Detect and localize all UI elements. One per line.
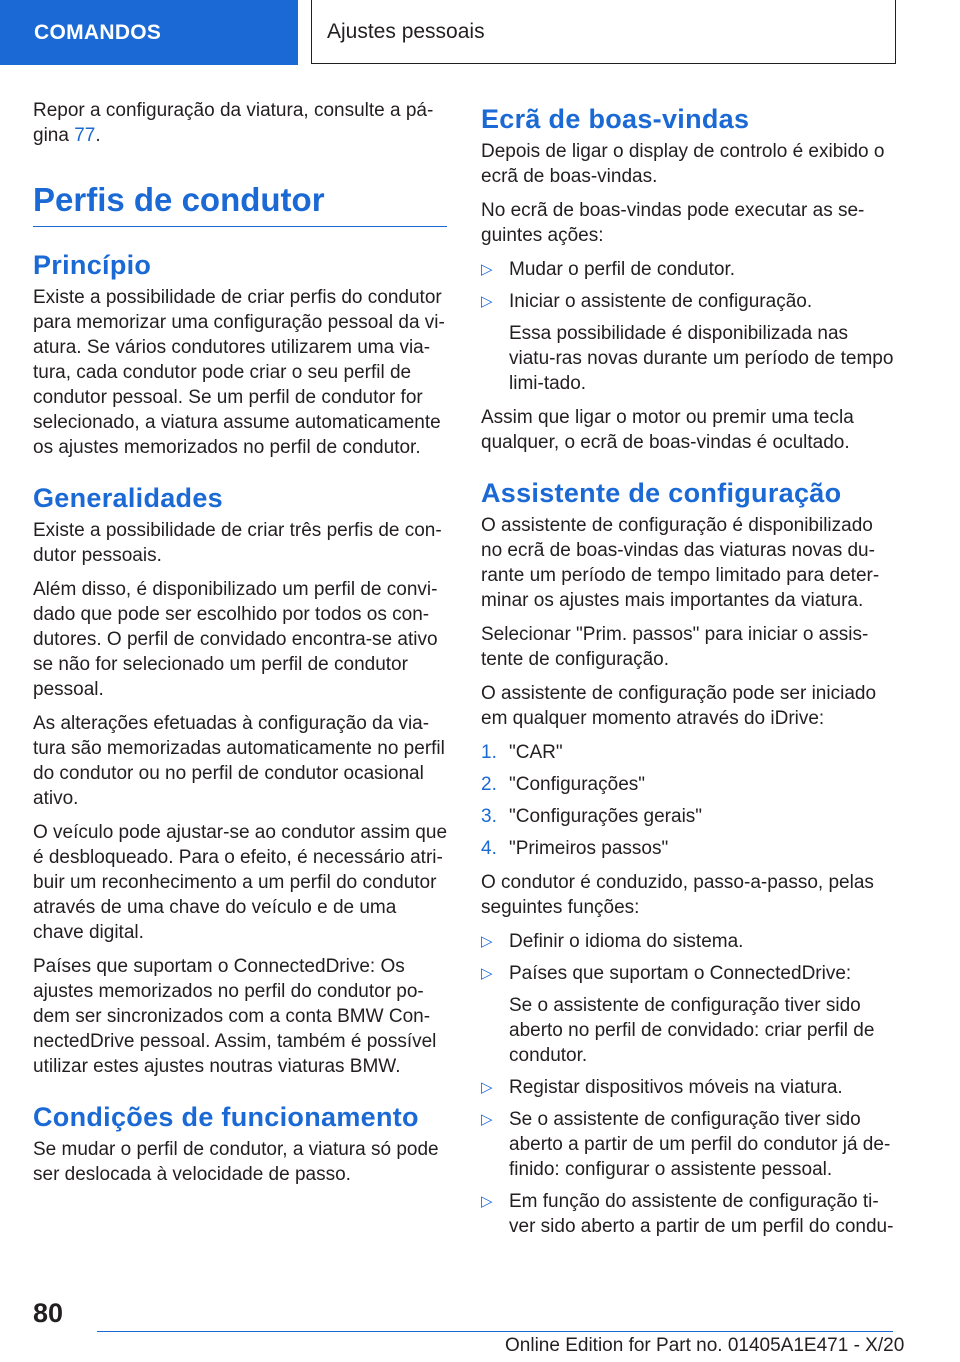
- list-item: [481, 961, 899, 1068]
- assistente-paragraph-3: O assistente de configuração pode ser iniciado em qualquer momento através do iDrive:: [481, 683, 877, 729]
- footer-divider: [97, 1331, 893, 1332]
- steps-list: [481, 740, 899, 861]
- generalidades-paragraph-2: Além disso, é disponibilizado um perfil de convi-dado que pode ser escolhido por todos os con-dutores. O perfil de convidado encontra-se ativo se não for selecionado um perfil de condutor pessoal.: [33, 579, 438, 700]
- principio-heading: Princípio: [33, 250, 152, 280]
- list-item-subtext: Essa possibilidade é disponibilizada nas viatu-ras novas durante um período de tempo limi-tado.: [509, 323, 894, 394]
- list-item: [481, 257, 899, 282]
- step-text: "Configurações gerais": [509, 806, 703, 827]
- triangle-bullet-icon: ▷: [481, 293, 493, 310]
- triangle-bullet-icon: ▷: [481, 933, 493, 950]
- footer-edition: Online Edition for Part no. 01405A1E471 - X/20: [505, 1335, 905, 1356]
- section-tab: [0, 0, 298, 65]
- step-text: "CAR": [509, 742, 563, 763]
- ecra-bullet-list: [481, 257, 899, 396]
- intro-paragraph: [33, 98, 449, 148]
- generalidades-paragraph-4: O veículo pode ajustar-se ao condutor assim que é desbloqueado. Para o efeito, é necessário atri-buir um reconhecimento a um perfil do condutor através de uma chave do veículo e de uma chave digital.: [33, 822, 448, 943]
- triangle-bullet-icon: ▷: [481, 1193, 493, 1210]
- list-item: [481, 740, 899, 765]
- list-item-text: Mudar o perfil de condutor.: [509, 259, 736, 280]
- list-item-text: Definir o idioma do sistema.: [509, 931, 744, 952]
- triangle-bullet-icon: ▷: [481, 1111, 493, 1128]
- page-number: 80: [33, 1298, 64, 1328]
- page-title: Perfis de condutor: [33, 180, 447, 227]
- right-column: [481, 98, 899, 1248]
- principio-text: Existe a possibilidade de criar perfis do condutor para memorizar uma configuração pessoal da vi-atura. Se vários condutores utilizarem uma via-tura, cada condutor pode criar o seu perfil de condutor pessoal. Se um perfil de condutor for selecionado, a viatura assume automaticamente os ajustes memorizados no perfil de condutor.: [33, 287, 445, 458]
- list-item-subtext: Se o assistente de configuração tiver sido aberto no perfil de convidado: criar perfil de condutor.: [509, 995, 875, 1066]
- step-number: 4.: [481, 838, 497, 859]
- left-column: [33, 98, 449, 1196]
- assistente-heading: Assistente de configuração: [481, 478, 842, 508]
- list-item: [481, 1107, 899, 1182]
- intro-end: .: [95, 125, 101, 146]
- ecra-paragraph-3: Assim que ligar o motor ou premir uma tecla qualquer, o ecrã de boas-vindas é ocultado.: [481, 407, 854, 453]
- list-item-text: Em função do assistente de configuração ti-ver sido aberto a partir de um perfil do condu-: [509, 1191, 894, 1237]
- list-item-text: Países que suportam o ConnectedDrive:: [509, 963, 852, 984]
- list-item: [481, 836, 899, 861]
- triangle-bullet-icon: ▷: [481, 965, 493, 982]
- generalidades-paragraph-5: Países que suportam o ConnectedDrive: Os ajustes memorizados no perfil do condutor po-dem ser sincronizados com a conta BMW Con-nectedDrive pessoal. Assim, também é possível utilizar estes ajustes noutras viaturas BMW.: [33, 956, 437, 1077]
- list-item: [481, 1075, 899, 1100]
- intro-text: Repor a configuração da viatura, consulte a pá-gina: [33, 100, 434, 146]
- list-item: [481, 772, 899, 797]
- generalidades-paragraph-1: Existe a possibilidade de criar três perfis de con-dutor pessoais.: [33, 520, 442, 566]
- list-item: [481, 929, 899, 954]
- chapter-header: [311, 0, 896, 64]
- step-text: "Configurações": [509, 774, 646, 795]
- chapter-label: Ajustes pessoais: [327, 19, 485, 43]
- list-item: [481, 1189, 899, 1239]
- page-link[interactable]: 77: [74, 125, 96, 146]
- functions-bullet-list: [481, 929, 899, 1239]
- assistente-paragraph-1: O assistente de configuração é disponibilizado no ecrã de boas-vindas das viaturas novas du-rante um período de tempo limitado para deter-minar os ajustes mais importantes da viatura.: [481, 515, 880, 611]
- ecra-paragraph-2: No ecrã de boas-vindas pode executar as se-guintes ações:: [481, 200, 865, 246]
- step-number: 3.: [481, 806, 497, 827]
- assistente-paragraph-4: O condutor é conduzido, passo-a-passo, pelas seguintes funções:: [481, 872, 874, 918]
- list-item-text: Iniciar o assistente de configuração.: [509, 291, 813, 312]
- generalidades-heading: Generalidades: [33, 483, 223, 513]
- ecra-heading: Ecrã de boas-vindas: [481, 104, 750, 134]
- generalidades-paragraph-3: As alterações efetuadas à configuração da via-tura são memorizadas automaticamente no perfil do condutor ou no perfil de condutor ocasional ativo.: [33, 713, 445, 809]
- list-item: [481, 804, 899, 829]
- list-item: [481, 289, 899, 396]
- step-number: 2.: [481, 774, 497, 795]
- assistente-paragraph-2: Selecionar "Prim. passos" para iniciar o assis-tente de configuração.: [481, 624, 869, 670]
- section-label: COMANDOS: [34, 20, 162, 44]
- list-item-text: Registar dispositivos móveis na viatura.: [509, 1077, 843, 1098]
- condicoes-text: Se mudar o perfil de condutor, a viatura só pode ser deslocada à velocidade de passo.: [33, 1139, 439, 1185]
- ecra-paragraph-1: Depois de ligar o display de controlo é exibido o ecrã de boas-vindas.: [481, 141, 885, 187]
- condicoes-heading: Condições de funcionamento: [33, 1102, 419, 1132]
- list-item-text: Se o assistente de configuração tiver sido aberto a partir de um perfil do condutor já de-finido: configurar o assistente pessoal.: [509, 1109, 891, 1180]
- step-text: "Primeiros passos": [509, 838, 669, 859]
- triangle-bullet-icon: ▷: [481, 261, 493, 278]
- step-number: 1.: [481, 742, 497, 763]
- triangle-bullet-icon: ▷: [481, 1079, 493, 1096]
